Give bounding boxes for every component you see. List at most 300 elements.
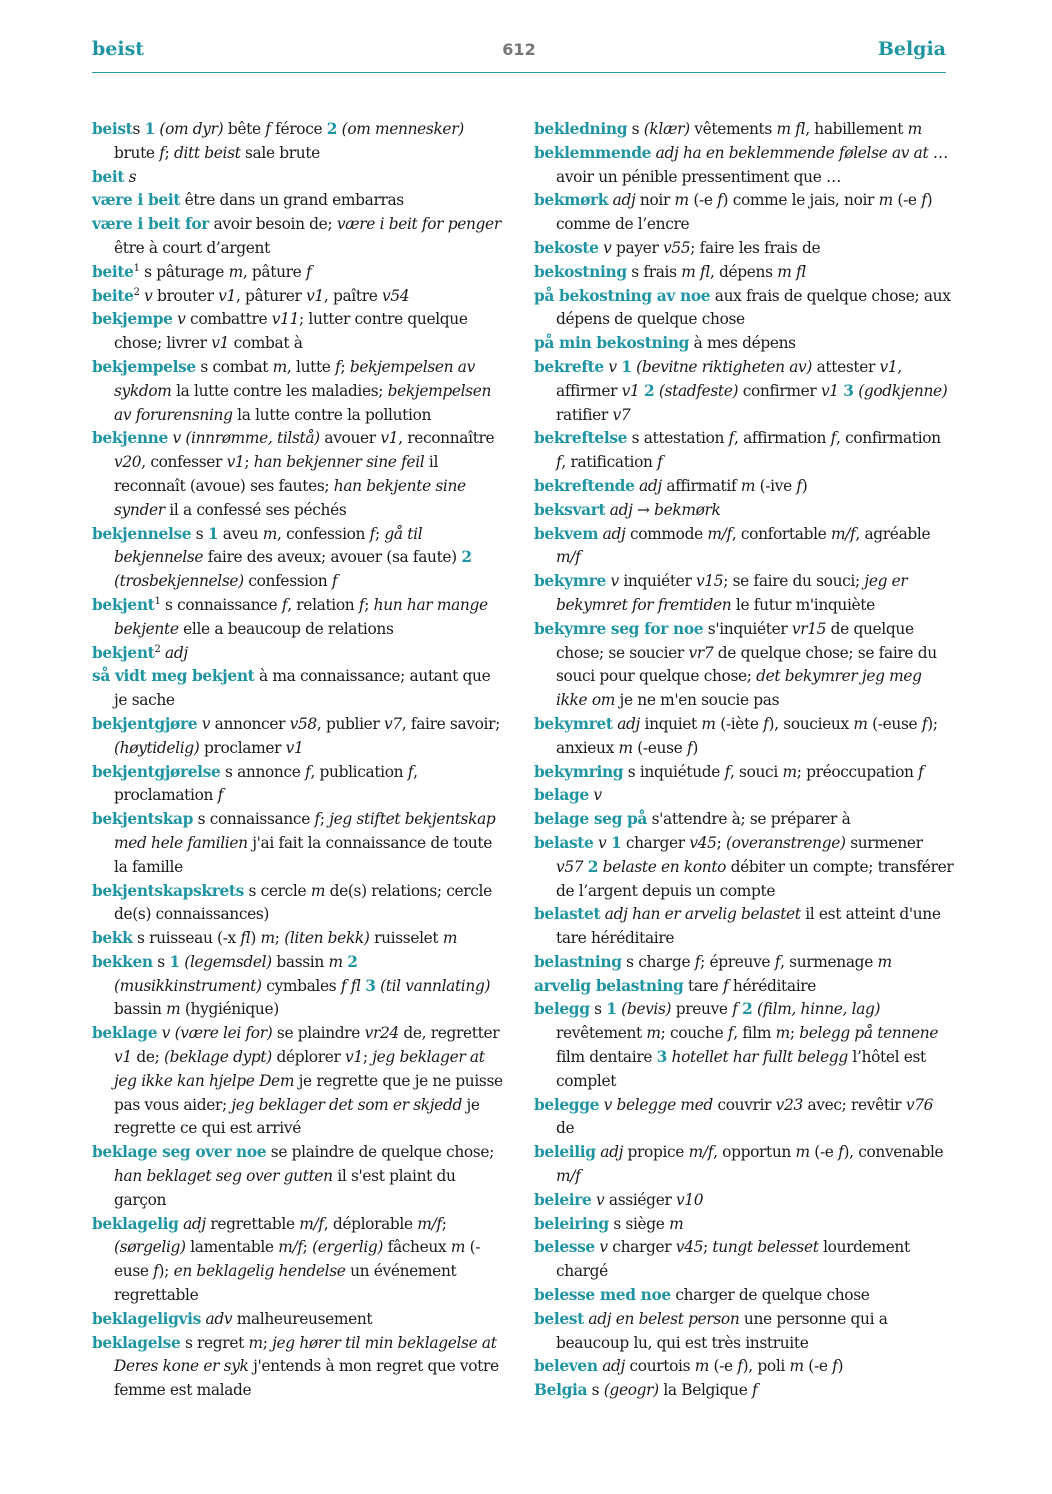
headword: bekoste (534, 238, 599, 257)
headword: belastet (534, 905, 601, 924)
italic-text: (film, hinne, lag) (752, 1000, 881, 1019)
italic-text: m/f (556, 1167, 581, 1186)
text-run: combat à (229, 334, 303, 353)
italic-text: f fl (340, 976, 361, 995)
text-run: s regret (180, 1333, 249, 1352)
text-run: la lutte contre la pollution (232, 405, 432, 424)
italic-text: f (737, 1357, 743, 1376)
italic-text: en beklagelig hendelse (169, 1262, 346, 1281)
italic-text: f (722, 976, 729, 995)
text-run: charger (607, 1238, 676, 1257)
italic-text: v (innrømme, tilstå) (167, 429, 320, 448)
italic-text: v1 (820, 381, 839, 400)
text-run: s connaissance (193, 810, 315, 829)
text-run: confession (243, 572, 332, 591)
italic-text: m (248, 1333, 263, 1352)
dictionary-entry (534, 499, 954, 523)
italic-text: f (717, 191, 723, 210)
subentry (92, 1141, 508, 1212)
italic-text: v15 (696, 572, 724, 591)
headword: belegg (534, 1000, 590, 1019)
text-run: être à court d’argent (114, 238, 270, 257)
headword: bekreftende (534, 476, 635, 495)
italic-text: m/f (830, 524, 856, 543)
italic-text: m (789, 1357, 804, 1376)
text-run: tare (683, 976, 723, 995)
italic-text: v (172, 310, 186, 329)
text-run: s frais (626, 262, 682, 281)
sense-number: 3 (656, 1048, 667, 1067)
homograph-number: 2 (154, 643, 161, 655)
italic-text: (beklage dypt) (163, 1048, 272, 1067)
subentry (534, 808, 954, 832)
italic-text: adj en belest person (583, 1309, 740, 1328)
text-run: , affirmation (733, 429, 831, 448)
italic-text: m/f (688, 1143, 714, 1162)
text-run: s combat (195, 357, 273, 376)
italic-text: v57 (556, 857, 584, 876)
text-run: à mes dépens (689, 334, 796, 353)
italic-text: m (877, 952, 892, 971)
italic-text: adj (634, 476, 662, 495)
headword: beist (92, 120, 133, 138)
text-run: un événement regrettable (114, 1262, 457, 1305)
text-run: de (556, 1119, 575, 1138)
left-column (92, 118, 508, 1403)
text-run: ; faire les frais de (690, 238, 821, 257)
dictionary-entry (534, 903, 954, 951)
dictionary-entry (534, 261, 954, 285)
dictionary-entry (92, 523, 508, 594)
text-run: s pâturage (139, 262, 229, 281)
text-run: malheureusement (232, 1309, 373, 1328)
italic-text: vr15 (791, 619, 827, 638)
text-run: (-iète (715, 714, 764, 733)
italic-text: m (853, 714, 868, 733)
dictionary-entry (534, 713, 954, 761)
subentry (92, 665, 508, 713)
italic-text: m (618, 738, 633, 757)
subentry-phrase: arvelig belastning (534, 976, 684, 995)
italic-text: han bekjenner sine feil (253, 453, 425, 472)
headword: belest (534, 1309, 584, 1328)
italic-text: jeg beklager at jeg ikke kan hjelpe Dem (114, 1048, 485, 1090)
italic-text: m (669, 1214, 684, 1233)
dictionary-entry (92, 880, 508, 928)
italic-text: f (921, 714, 928, 733)
text-run: brute (114, 143, 160, 162)
headword: beleilig (534, 1143, 596, 1162)
italic-text: v1 (226, 453, 245, 472)
text-run: , lutte (286, 357, 336, 376)
sense-number: 2 (347, 952, 358, 971)
headword: beit (92, 167, 125, 186)
italic-text: v1 (285, 738, 304, 757)
italic-text: f (830, 429, 837, 448)
italic-text: m (878, 191, 893, 210)
text-run: avec; revêtir (802, 1095, 906, 1114)
headword: belegge (534, 1095, 600, 1114)
text-run: ; lutter contre quelque chose; livrer (114, 310, 468, 353)
text-run: , confortable (731, 524, 831, 543)
text-run: ; (262, 1333, 273, 1352)
headword: bekjempelse (92, 357, 196, 376)
italic-text: s (124, 167, 137, 186)
italic-text: f (305, 262, 312, 281)
italic-text: m (907, 120, 922, 138)
text-run: , pâture (242, 262, 306, 281)
italic-text: m (740, 476, 756, 495)
italic-text: v1 (211, 334, 230, 353)
text-run: , relation (287, 595, 359, 614)
italic-text: han bekjente sine synder (114, 476, 466, 519)
text-run: (-e (809, 1143, 839, 1162)
italic-text: m (262, 524, 278, 543)
text-run: déplorer (271, 1048, 346, 1067)
italic-text: (stadfeste) (654, 381, 739, 400)
dictionary-entry (92, 761, 508, 809)
italic-text: jeg beklager det som er skjedd (231, 1095, 462, 1114)
subentry-phrase: bekymre seg for noe (534, 619, 704, 638)
text-run: ; (362, 1048, 373, 1067)
text-run: , déplorable (323, 1214, 418, 1233)
headword: bekrefte (534, 357, 604, 376)
italic-text: f (358, 595, 365, 614)
headword: beleven (534, 1357, 598, 1376)
italic-text: m (442, 929, 458, 948)
dictionary-entry (92, 427, 508, 522)
text-run: ), poli (742, 1357, 790, 1376)
italic-text: adj (612, 714, 640, 733)
italic-text: v (139, 286, 153, 305)
text-run: ), convenable (843, 1143, 944, 1162)
italic-text: f (752, 1381, 758, 1400)
text-run: confirmer (738, 381, 821, 400)
text-run: ruisselet (369, 929, 443, 948)
text-run: ; (274, 929, 285, 948)
text-run: , proclamation (114, 762, 418, 805)
sense-number: 1 (621, 357, 632, 376)
text-run: , confession (277, 524, 370, 543)
text-run: ); (158, 1262, 170, 1281)
italic-text: f (556, 453, 562, 472)
sense-number: 2 (461, 548, 472, 567)
text-run: , faire savoir; (401, 714, 500, 733)
text-run: ; (375, 524, 385, 543)
italic-text: f (921, 191, 927, 210)
italic-text: ditt beist (169, 143, 241, 162)
italic-text: f (724, 762, 730, 781)
dictionary-entry (534, 784, 954, 808)
headword: bekreftelse (534, 429, 628, 448)
italic-text: belaste en konto (598, 857, 727, 876)
italic-text: adj (178, 1214, 206, 1233)
italic-text: m (646, 1024, 661, 1043)
italic-text: m/f (556, 548, 581, 567)
headword: bekjenne (92, 429, 168, 448)
italic-text: v11 (271, 310, 300, 329)
text-run: , ratification (561, 453, 658, 472)
text-run: s (587, 1381, 604, 1400)
dictionary-entry (92, 308, 508, 356)
italic-text: m (701, 714, 716, 733)
italic-text: m/f (417, 1214, 442, 1233)
italic-text: f (727, 1024, 734, 1043)
italic-text: v58 (289, 714, 317, 733)
italic-text: v1 (879, 357, 898, 376)
dictionary-entry (534, 1094, 954, 1142)
text-run: (-e (708, 1357, 738, 1376)
dictionary-entry (534, 189, 954, 237)
sense-number: 2 (587, 857, 599, 876)
subentry-phrase: være i beit (92, 191, 181, 210)
headword: bekjempe (92, 310, 173, 329)
headword: beklage (92, 1024, 158, 1043)
text-run: film dentaire (556, 1048, 657, 1067)
headword: bekjentskap (92, 810, 194, 829)
italic-text: f (838, 1143, 844, 1162)
text-run: revêtement (556, 1024, 647, 1043)
dictionary-entry (534, 1355, 954, 1379)
text-run: il s'est plaint du garçon (114, 1167, 456, 1209)
headword: beklagelig (92, 1214, 179, 1233)
italic-text: m fl (777, 262, 806, 281)
text-run: féroce (270, 120, 327, 138)
italic-text: hun har mange bekjente (114, 595, 488, 638)
subentry (534, 285, 954, 333)
text-run: ; préoccupation (796, 762, 919, 781)
dictionary-entry (534, 998, 954, 1093)
text-run: ; (164, 143, 170, 162)
italic-text: f (407, 762, 414, 781)
italic-text: hotellet har fullt belegg (667, 1048, 848, 1067)
text-run: charger (621, 833, 690, 852)
italic-text: v55 (663, 238, 691, 257)
italic-text: m (782, 762, 797, 781)
headword: beklemmende (534, 143, 652, 162)
right-column (534, 118, 954, 1403)
text-run: être dans un grand embarras (180, 191, 404, 210)
text-run: ; (340, 357, 350, 376)
text-run: , film (733, 1024, 776, 1043)
text-run: avoir un pénible pressentiment que … (556, 167, 842, 186)
sense-number: 2 (326, 120, 338, 138)
italic-text: v76 (905, 1095, 934, 1114)
italic-text: adj (598, 524, 626, 543)
dictionary-entry (534, 1189, 954, 1213)
text-run: j'entends à mon regret que votre femme est malade (114, 1357, 499, 1400)
text-run: avoir besoin de; (209, 215, 337, 234)
dictionary-entry (534, 118, 954, 142)
text-run: (hygiénique) (180, 1000, 279, 1019)
text-run: s charge (621, 952, 695, 971)
text-run: débiter un compte; transférer de l’argent depuis un compte (556, 857, 954, 900)
italic-text: f (918, 762, 924, 781)
text-run: (-euse (867, 714, 922, 733)
italic-text: f (331, 572, 338, 591)
text-run: (-ive (755, 476, 797, 495)
italic-text: (overanstrenge) (725, 833, 846, 852)
subentry-phrase: belesse med noe (534, 1286, 671, 1305)
text-run: s (627, 120, 644, 138)
text-run: charger de quelque chose (670, 1286, 870, 1305)
dictionary-entry (92, 594, 508, 642)
italic-text: det bekymrer jeg meg ikke om (556, 667, 922, 710)
italic-text: v (594, 1238, 608, 1257)
text-run: avouer (319, 429, 381, 448)
italic-text: f (281, 595, 288, 614)
italic-text: (liten bekk) (284, 929, 370, 948)
text-run: couvrir (712, 1095, 776, 1114)
text-run: attester (812, 357, 880, 376)
dictionary-entry (534, 1213, 954, 1237)
italic-text: v54 (382, 286, 410, 305)
text-run: , publier (316, 714, 384, 733)
headword: bekostning (534, 262, 627, 281)
text-run: preuve (671, 1000, 733, 1019)
headword: bekjentskapskrets (92, 881, 244, 900)
dictionary-entry (92, 1332, 508, 1403)
text-run: assiéger (604, 1190, 676, 1209)
text-run: (-e (688, 191, 718, 210)
italic-text: v belegge med (599, 1095, 713, 1114)
headword: beklagelse (92, 1333, 181, 1352)
text-run: , souci (729, 762, 783, 781)
italic-text: f (763, 714, 769, 733)
italic-text: v (603, 357, 622, 376)
sense-number: 2 (644, 381, 655, 400)
text-run: ; (441, 1214, 447, 1233)
subentry (534, 975, 954, 999)
italic-text: (om dyr) (154, 120, 224, 138)
text-run: aux frais de quelque chose; aux dépens de quelque chose (556, 286, 951, 329)
italic-text: m (272, 357, 287, 376)
dictionary-entry (92, 1022, 508, 1141)
text-run: regrettable (205, 1214, 300, 1233)
italic-text: v1 (306, 286, 324, 305)
text-run: ratifier (556, 405, 613, 424)
sense-number: 1 (610, 833, 622, 852)
italic-text: fl (240, 929, 251, 948)
text-run: bassin (271, 952, 329, 971)
italic-text: jeg er bekymret for fremtiden (556, 572, 908, 614)
subentry-phrase: så vidt meg bekjent (92, 667, 255, 686)
text-run: se plaindre de quelque chose; (266, 1143, 494, 1162)
text-run: vêtements (689, 120, 777, 138)
italic-text: adj → bekmørk (605, 500, 721, 519)
dictionary-entry (534, 523, 954, 571)
italic-text: m (795, 1143, 810, 1162)
text-run: elle a beaucoup de relations (178, 619, 394, 638)
italic-text: f (265, 120, 271, 138)
text-run: s annonce (220, 762, 306, 781)
subentry-phrase: beklage seg over noe (92, 1143, 267, 1162)
text-run: ) comme de l’encre (556, 191, 933, 234)
text-run: , pâturer (235, 286, 307, 305)
headword: belesse (534, 1238, 595, 1257)
text-run: ; épreuve (700, 952, 775, 971)
dictionary-entry (534, 427, 954, 475)
italic-text: adj (160, 643, 188, 662)
subentry (92, 213, 508, 261)
italic-text: m (694, 1357, 709, 1376)
sense-number: 1 (606, 1000, 617, 1019)
text-run: sale brute (240, 143, 320, 162)
headword: belastning (534, 952, 622, 971)
text-run: propice (623, 1143, 689, 1162)
dictionary-entry (92, 808, 508, 879)
text-run: je regrette que je ne puisse pas vous aider; (114, 1071, 503, 1114)
italic-text: m/f (278, 1238, 303, 1257)
text-run: je ne m'en soucie pas (615, 691, 780, 710)
headword: beksvart (534, 500, 606, 519)
page-number: 612 (502, 40, 536, 59)
text-run: s attestation (627, 429, 729, 448)
text-run: s (132, 120, 145, 138)
sense-number: 1 (169, 952, 180, 971)
italic-text: v1 (621, 381, 640, 400)
italic-text: v23 (775, 1095, 803, 1114)
dictionary-entry (534, 356, 954, 427)
text-run: s inquiétude (623, 762, 725, 781)
italic-text: v1 (345, 1048, 363, 1067)
italic-text: (bevitne riktigheten av) (631, 357, 813, 376)
text-run: à ma connaissance; autant que je sache (114, 667, 491, 710)
italic-text: vr24 (364, 1024, 399, 1043)
italic-text: v (være lei for) (157, 1024, 273, 1043)
dictionary-entry (92, 642, 508, 666)
italic-text: f (657, 453, 663, 472)
italic-text: gå til bekjennelse (114, 524, 423, 567)
text-run: ) (837, 1357, 844, 1376)
italic-text: v1 (380, 429, 399, 448)
text-run: une personne qui a beaucoup lu, qui est très instruite (556, 1309, 888, 1352)
italic-text: m (450, 1238, 466, 1257)
headword: beite (92, 262, 134, 281)
italic-text: adj ha en beklemmende følelse av at … (651, 143, 948, 162)
italic-text: adj (608, 191, 636, 210)
text-run: s connaissance (160, 595, 282, 614)
text-run: de; (131, 1048, 164, 1067)
dictionary-entry (534, 475, 954, 499)
italic-text: f (369, 524, 376, 543)
sense-number: 2 (742, 1000, 753, 1019)
italic-text: (bevis) (616, 1000, 672, 1019)
dictionary-entry (534, 832, 954, 903)
text-run: héréditaire (728, 976, 817, 995)
text-run: il est atteint d'une tare héréditaire (556, 905, 941, 948)
text-run: s siège (608, 1214, 670, 1233)
text-run: ); anxieux (556, 714, 938, 757)
text-run: noir (635, 191, 675, 210)
dictionary-entry (92, 285, 508, 309)
headword: Belgia (534, 1381, 588, 1400)
italic-text: tungt belesset (712, 1238, 819, 1257)
text-run: j'ai fait la connaissance de toute la famille (114, 833, 493, 876)
italic-text: v (605, 572, 619, 591)
dictionary-entry (534, 951, 954, 975)
text-run: , dépens (709, 262, 778, 281)
text-run: , publication (310, 762, 408, 781)
sense-number: 3 (365, 976, 376, 995)
text-run: surmener (845, 833, 923, 852)
header-last-headword: Belgia (877, 38, 946, 60)
text-run: bassin (114, 1000, 167, 1019)
headword: belage (534, 786, 589, 805)
text-run: s cercle (244, 881, 311, 900)
subentry-phrase: på min bekostning (534, 334, 690, 353)
italic-text: (musikkinstrument) (114, 976, 262, 995)
